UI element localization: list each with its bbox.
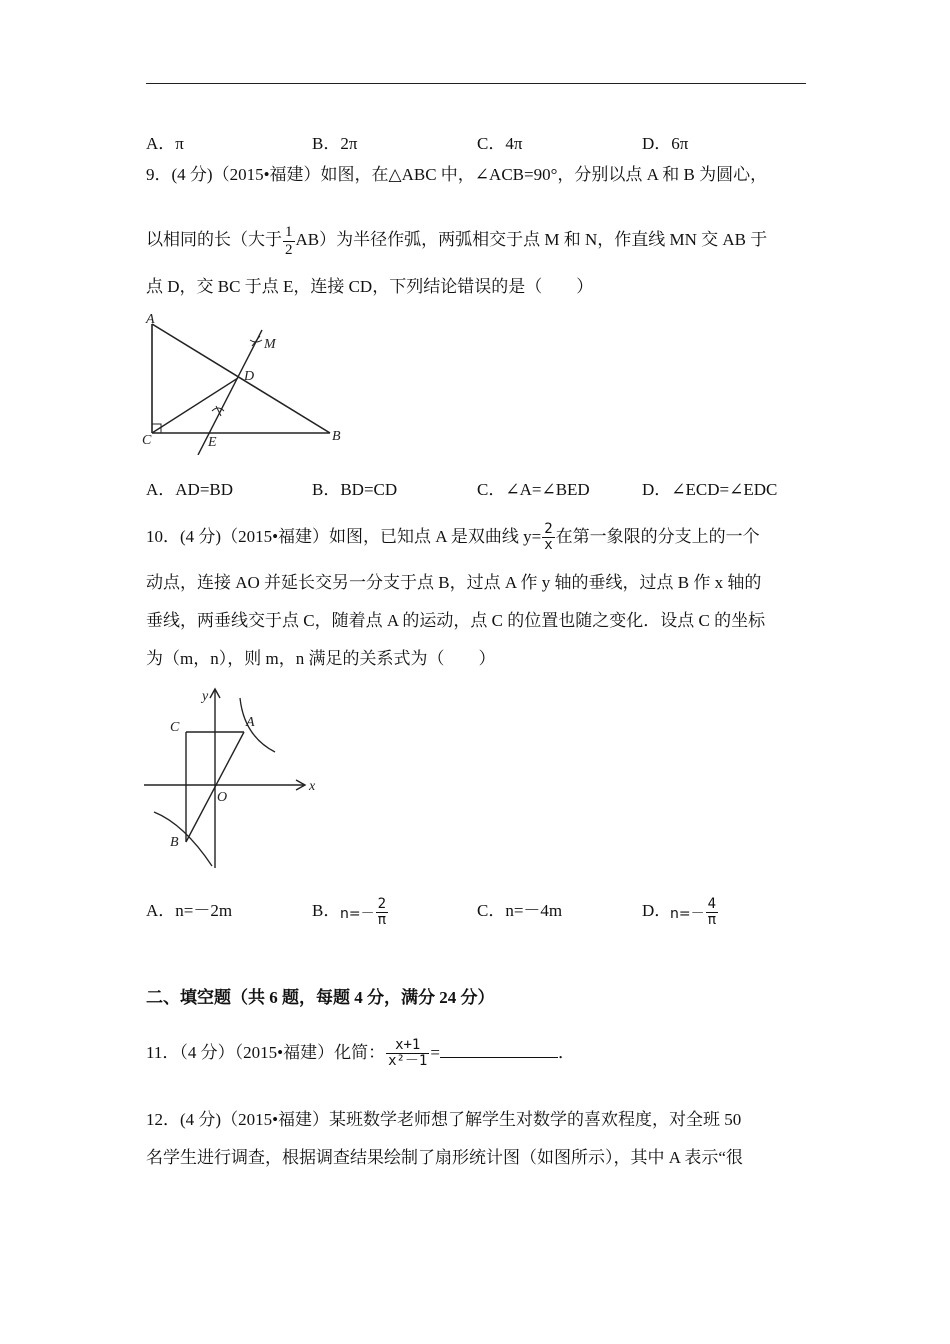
q8-option-c: C．4π <box>477 134 523 153</box>
q10-option-b <box>340 897 389 929</box>
q10-hyperbola-figure <box>140 684 330 870</box>
arc-mark-m <box>250 336 262 346</box>
q9-option-b: B．BD=CD <box>312 480 398 499</box>
q10-line-1-post: 在第一象限的分支上的一个 <box>555 526 760 546</box>
q10-hyperbola-fraction <box>542 522 554 554</box>
q11-fraction <box>386 1038 429 1070</box>
label-c: C <box>142 433 152 448</box>
q10-option-d-den: π <box>707 912 717 929</box>
label-a: A <box>146 312 155 327</box>
hyperbola-branch-3 <box>154 812 212 866</box>
label-d: D <box>244 369 255 384</box>
q12-line-2: 名学生进行调查，根据调查结果绘制了扇形统计图（如图所示），其中 A 表示“很 <box>146 1148 743 1167</box>
q9-line-2 <box>146 224 767 258</box>
q8-option-b: B．2π <box>312 134 358 153</box>
q10-fraction-numerator: 2 <box>544 521 553 537</box>
q10-option-b-fraction <box>376 897 388 929</box>
q11-fraction-numerator: x+1 <box>395 1037 421 1053</box>
section-2-heading: 二、填空题（共 6 题，每题 4 分，满分 24 分） <box>146 988 495 1007</box>
q10-option-c: C．n=－4m <box>477 901 563 920</box>
q10-option-d-pre: n=－ <box>670 905 705 922</box>
q9-half-fraction <box>283 224 295 258</box>
q11-fraction-denominator: x²－1 <box>388 1053 428 1070</box>
q12-line-1: 12．(4 分)（2015•福建）某班数学老师想了解学生对数学的喜欢程度，对全班 50 <box>146 1110 742 1129</box>
q10-line-2: 动点，连接 AO 并延长交另一分支于点 B，过点 A 作 y 轴的垂线，过点 B 作 x 轴的 <box>146 573 762 592</box>
q8-option-a: A．π <box>146 134 184 153</box>
label-a: A <box>246 715 255 730</box>
segment-cd <box>152 378 238 433</box>
q9-fraction-denominator: 2 <box>285 241 293 258</box>
q10-option-b-pre: n=－ <box>340 905 375 922</box>
q10-line-4: 为（m，n），则 m，n 满足的关系式为（ ） <box>146 649 496 668</box>
label-o: O <box>217 790 228 805</box>
label-b: B <box>332 429 341 444</box>
top-rule <box>146 83 806 84</box>
q11-line <box>146 1038 575 1070</box>
label-y: y <box>202 689 209 704</box>
q10-line-1-pre: 10．(4 分)（2015•福建）如图，已知点 A 是双曲线 y= <box>146 526 542 546</box>
q9-line-2-post: AB）为半径作弧，两弧相交于点 M 和 N，作直线 MN 交 AB 于 <box>295 229 768 249</box>
q8-option-d: D．6π <box>642 134 689 153</box>
q10-fraction-denominator: x <box>544 537 553 554</box>
q9-line-2-pre: 以相同的长（大于 <box>146 229 282 249</box>
q10-option-b-den: π <box>377 912 387 929</box>
label-b: B <box>170 835 179 850</box>
q10-option-d <box>670 897 719 929</box>
q9-triangle-figure <box>140 310 360 455</box>
q11-pre: 11．（4 分）（2015•福建）化简： <box>146 1042 386 1062</box>
q10-line-1 <box>146 522 760 554</box>
q10-option-b-num: 2 <box>377 896 387 912</box>
q10-line-3: 垂线，两垂线交于点 C，随着点 A 的运动，点 C 的位置也随之变化．设点 C 的坐标 <box>146 611 766 630</box>
q10-option-b-label: B． <box>312 901 341 920</box>
label-c: C <box>170 720 180 735</box>
q10-option-d-fraction <box>706 897 718 929</box>
q9-line-1: 9．(4 分)（2015•福建）如图，在△ABC 中，∠ACB=90°，分别以点 A 和 B 为圆心， <box>146 165 768 184</box>
q9-option-d: D．∠ECD=∠EDC <box>642 480 778 499</box>
label-e: E <box>208 435 217 450</box>
q9-option-c: C．∠A=∠BED <box>477 480 590 499</box>
q10-option-d-label: D． <box>642 901 672 920</box>
label-x: x <box>309 779 316 794</box>
q11-answer-blank[interactable] <box>440 1043 558 1058</box>
q11-equals: = <box>430 1042 440 1062</box>
q10-option-a: A．n=－2m <box>146 901 233 920</box>
q10-option-d-num: 4 <box>707 896 717 912</box>
label-m: M <box>264 337 276 352</box>
q11-end: ． <box>557 1042 575 1062</box>
q9-option-a: A．AD=BD <box>146 480 234 499</box>
q9-line-3: 点 D，交 BC 于点 E，连接 CD，下列结论错误的是（ ） <box>146 277 594 296</box>
q9-fraction-numerator: 1 <box>285 224 293 240</box>
